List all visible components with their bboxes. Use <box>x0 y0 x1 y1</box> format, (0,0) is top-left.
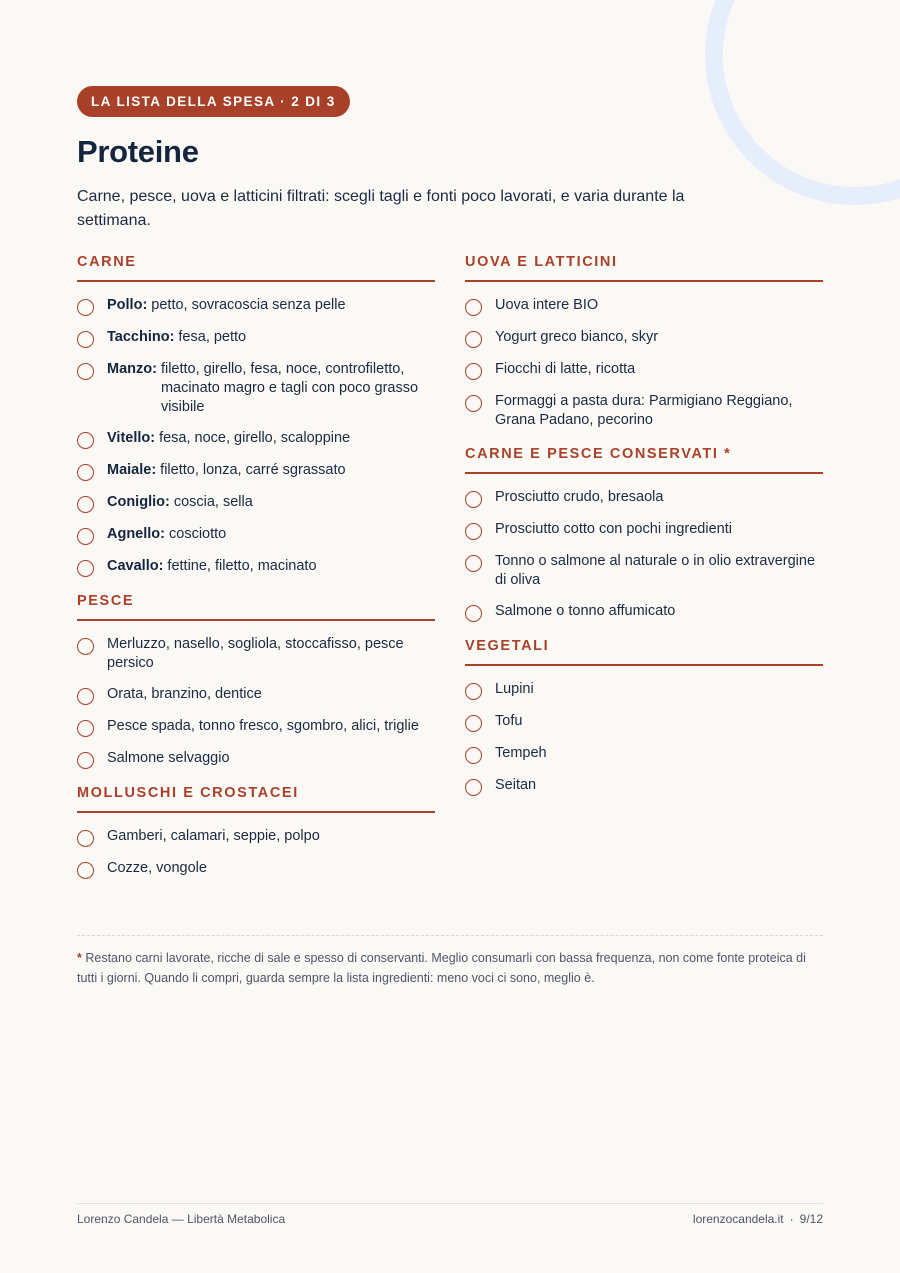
list-item <box>465 520 823 540</box>
list-uova <box>465 282 823 430</box>
footnote-mark: * <box>77 951 82 965</box>
checkbox-icon[interactable] <box>465 683 482 700</box>
checkbox-icon[interactable] <box>77 464 94 481</box>
list-item <box>77 429 435 449</box>
intro-text: Carne, pesce, uova e latticini filtrati: scegli tagli e fonti poco lavorati, e varia durante la settimana. <box>77 188 685 229</box>
list-item <box>465 602 823 622</box>
item-text: Prosciutto cotto con pochi ingredienti <box>495 521 732 537</box>
section-vegetali <box>465 636 823 796</box>
section-pesce <box>77 591 435 769</box>
list-item <box>465 488 823 508</box>
checkbox-icon[interactable] <box>77 331 94 348</box>
list-item <box>77 635 435 673</box>
section-title-vegetali: VEGETALI <box>465 636 823 666</box>
section-uova <box>465 252 823 430</box>
section-molluschi <box>77 783 435 879</box>
footer-separator: · <box>789 1212 794 1226</box>
item-text: Salmone selvaggio <box>107 750 230 766</box>
checkbox-icon[interactable] <box>77 830 94 847</box>
section-title-uova: UOVA E LATTICINI <box>465 252 823 282</box>
item-desc: filetto, lonza, carré sgrassato <box>160 462 346 478</box>
checkbox-icon[interactable] <box>77 560 94 577</box>
checkbox-icon[interactable] <box>77 862 94 879</box>
item-desc: fesa, noce, girello, scaloppine <box>159 430 351 446</box>
checkbox-icon[interactable] <box>465 715 482 732</box>
section-title-carne: CARNE <box>77 252 435 282</box>
section-carne <box>77 252 435 577</box>
item-desc: cosciotto <box>169 526 227 542</box>
checkbox-icon[interactable] <box>465 363 482 380</box>
item-name: Agnello: <box>107 526 165 542</box>
list-item <box>77 717 435 737</box>
item-text: Gamberi, calamari, seppie, polpo <box>107 828 320 844</box>
item-name: Vitello: <box>107 430 156 446</box>
item-name: Manzo: <box>107 361 157 377</box>
list-item <box>465 776 823 796</box>
note-divider <box>77 935 823 936</box>
list-item <box>77 859 435 879</box>
item-text: Lupini <box>495 681 534 697</box>
item-text: Yogurt greco bianco, skyr <box>495 329 659 345</box>
footnote <box>77 948 823 988</box>
section-conservati <box>465 444 823 622</box>
item-text: Tofu <box>495 713 523 729</box>
checkbox-icon[interactable] <box>77 363 94 380</box>
page-title: Proteine <box>77 134 199 169</box>
checkbox-icon[interactable] <box>465 747 482 764</box>
item-text: Prosciutto crudo, bresaola <box>495 489 664 505</box>
checkbox-icon[interactable] <box>465 555 482 572</box>
item-text: Cozze, vongole <box>107 860 207 876</box>
item-text: Tempeh <box>495 745 547 761</box>
list-item <box>77 525 435 545</box>
list-item <box>465 680 823 700</box>
list-item <box>465 712 823 732</box>
item-text: Uova intere BIO <box>495 297 599 313</box>
page-number: 9/12 <box>799 1212 823 1226</box>
list-conservati <box>465 474 823 622</box>
checkbox-icon[interactable] <box>465 491 482 508</box>
item-text: Formaggi a pasta dura: Parmigiano Reggiano, Grana Padano, pecorino <box>495 393 793 428</box>
checkbox-icon[interactable] <box>465 331 482 348</box>
item-text: Salmone o tonno affumicato <box>495 603 676 619</box>
list-item <box>465 744 823 764</box>
item-text: Merluzzo, nasello, sogliola, stoccafisso, pesce persico <box>107 636 404 671</box>
decorative-ring <box>705 0 900 205</box>
right-column <box>465 252 823 808</box>
section-badge: LA LISTA DELLA SPESA · 2 DI 3 <box>77 86 350 117</box>
checkbox-icon[interactable] <box>77 528 94 545</box>
footer-author: Lorenzo Candela — Libertà Metabolica <box>77 1212 286 1226</box>
left-column <box>77 252 435 891</box>
checkbox-icon[interactable] <box>77 638 94 655</box>
checkbox-icon[interactable] <box>77 432 94 449</box>
footer-divider <box>77 1203 823 1204</box>
list-item <box>465 392 823 430</box>
item-desc: coscia, sella <box>173 494 253 510</box>
list-item <box>77 685 435 705</box>
item-desc: filetto, girello, fesa, noce, controfiletto, macinato magro e tagli con poco grasso visibile <box>160 361 419 415</box>
item-name: Maiale: <box>107 462 157 478</box>
item-name: Cavallo: <box>107 558 164 574</box>
list-item <box>77 827 435 847</box>
list-item <box>465 552 823 590</box>
footnote-text: Restano carni lavorate, ricche di sale e spesso di conservanti. Meglio consumarli con bassa frequenza, non come fonte proteica di tutti i giorni. Quando li compri, guarda sempre la lista ingredienti: meno voci ci sono, meglio è. <box>77 951 806 985</box>
checkbox-icon[interactable] <box>77 720 94 737</box>
list-pesce <box>77 621 435 769</box>
section-title-pesce: PESCE <box>77 591 435 621</box>
list-item <box>77 493 435 513</box>
item-text: Tonno o salmone al naturale o in olio extravergine di oliva <box>495 553 816 588</box>
checkbox-icon[interactable] <box>77 299 94 316</box>
checkbox-icon[interactable] <box>77 688 94 705</box>
checkbox-icon[interactable] <box>465 299 482 316</box>
item-desc: fesa, petto <box>178 329 247 345</box>
list-item <box>77 749 435 769</box>
item-text: Pesce spada, tonno fresco, sgombro, alici, triglie <box>107 718 419 734</box>
list-item <box>465 328 823 348</box>
list-item <box>465 296 823 316</box>
item-desc: petto, sovracoscia senza pelle <box>151 297 346 313</box>
footer-site-link[interactable]: lorenzocandela.it <box>692 1212 784 1226</box>
list-item <box>77 557 435 577</box>
section-title-conservati: CARNE E PESCE CONSERVATI * <box>465 444 823 474</box>
item-name: Pollo: <box>107 297 148 313</box>
checkbox-icon[interactable] <box>465 395 482 412</box>
list-item <box>77 461 435 481</box>
list-molluschi <box>77 813 435 879</box>
checkbox-icon[interactable] <box>77 752 94 769</box>
checkbox-icon[interactable] <box>465 523 482 540</box>
item-name: Coniglio: <box>107 494 170 510</box>
checkbox-icon[interactable] <box>465 605 482 622</box>
item-desc: fettine, filetto, macinato <box>167 558 317 574</box>
list-vegetali <box>465 666 823 796</box>
list-item <box>77 328 435 348</box>
item-text: Fiocchi di latte, ricotta <box>495 361 636 377</box>
checkbox-icon[interactable] <box>77 496 94 513</box>
checkbox-icon[interactable] <box>465 779 482 796</box>
item-name: Tacchino: <box>107 329 175 345</box>
footer-meta <box>693 1212 823 1226</box>
list-item <box>77 296 435 316</box>
item-text: Seitan <box>495 777 537 793</box>
section-title-molluschi: MOLLUSCHI E CROSTACEI <box>77 783 435 813</box>
list-item <box>77 360 435 417</box>
item-text: Orata, branzino, dentice <box>107 686 262 702</box>
list-item <box>465 360 823 380</box>
list-carne <box>77 282 435 577</box>
